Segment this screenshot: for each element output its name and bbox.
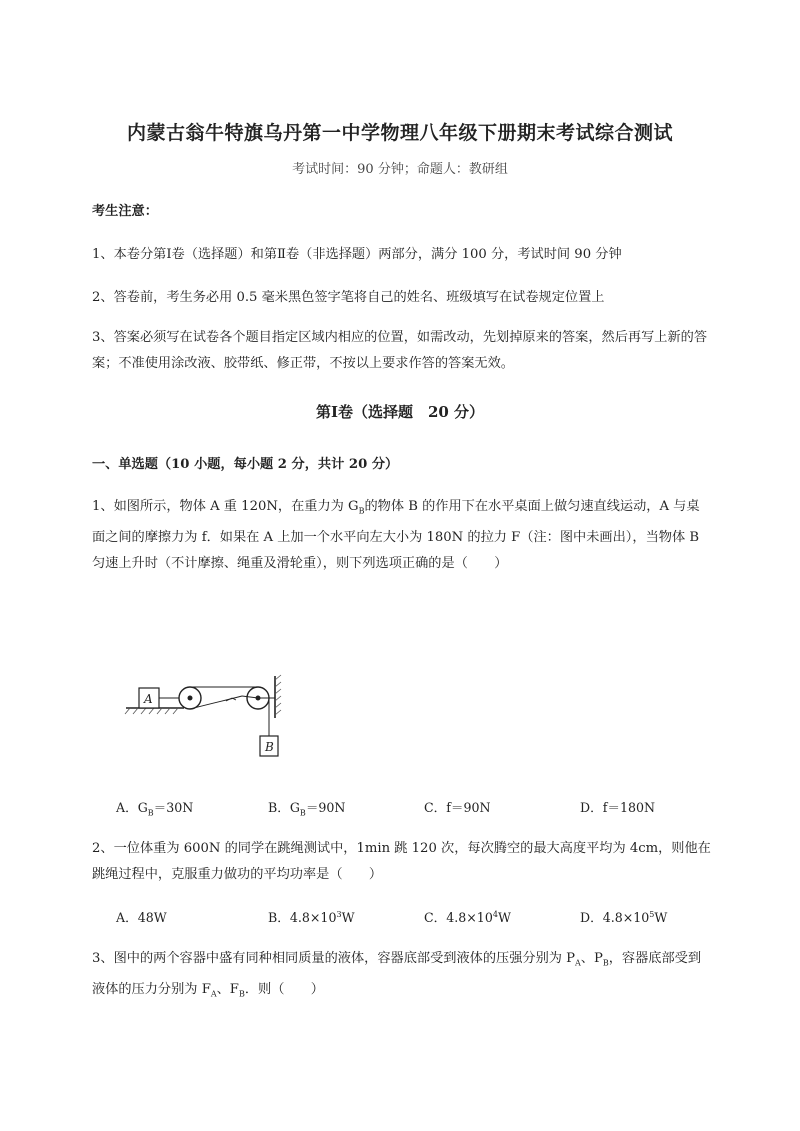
notice-heading: 考生注意： bbox=[92, 204, 158, 219]
page-subtitle: 考试时间：90 分钟；命题人：教研组 bbox=[292, 162, 508, 177]
page-title: 内蒙古翁牛特旗乌丹第一中学物理八年级下册期末考试综合测试 bbox=[126, 122, 673, 144]
notice-item-3: 3、答案必须写在试卷各个题目指定区域内相应的位置，如需改动，先划掉原来的答案，然后再写上新的答案；不准使用涂改液、胶带纸、修正带，不按以上要求作答的答案无效。 bbox=[92, 330, 708, 371]
block-a-label: A bbox=[144, 692, 153, 706]
question-3-stem: 3、图中的两个容器中盛有同种相同质量的液体，容器底部受到液体的压强分别为 $P_A$、$P_B$，容器底部受到液体的压力分别为 $F_A$、$F_B$．则（ ） bbox=[92, 951, 702, 999]
notice-item-1: 1、本卷分第Ⅰ卷（选择题）和第Ⅱ卷（非选择题）两部分，满分 100 分，考试时间 90 分钟 bbox=[92, 247, 622, 262]
option-b[interactable]: B．$4.8\times 10^3W$ bbox=[268, 909, 355, 925]
option-a[interactable]: A．$G_B=30N$ bbox=[116, 800, 194, 818]
part-heading: 一、单选题（10 小题，每小题 2 分，共计 20 分） bbox=[92, 457, 399, 472]
section-title: 第Ⅰ卷（选择题 20 分） bbox=[315, 403, 485, 421]
option-a[interactable]: A．48W bbox=[116, 910, 167, 925]
notice-item-2: 2、答卷前，考生务必用 0.5 毫米黑色签字笔将自己的姓名、班级填写在试卷规定位置上 bbox=[92, 290, 605, 305]
option-c[interactable]: C．$4.8\times 10^4W$ bbox=[424, 909, 511, 925]
option-d[interactable]: D．$4.8\times 10^5W$ bbox=[580, 909, 668, 925]
block-b-label: B bbox=[265, 740, 274, 754]
pulley-diagram bbox=[122, 674, 292, 764]
question-2-stem: 2、一位体重为 600N 的同学在跳绳测试中，1min 跳 120 次，每次腾空的最大高度平均为 4cm，则他在跳绳过程中，克服重力做功的平均功率是（ ） bbox=[92, 841, 711, 882]
option-c[interactable]: C．f＝90N bbox=[424, 800, 491, 815]
question-1-stem: 1、如图所示，物体 A 重 120N，在重力为 $G_B$的物体 B 的作用下在水平桌面上做匀速直线运动，A 与桌面之间的摩擦力为 f．如果在 A 上加一个水平向左大小为 180N 的拉力 F（注：图中未画出），当物体 B 匀速上升时（不计摩擦、绳重及滑轮重），则下列选项正确的是（ ） bbox=[92, 499, 700, 571]
option-b[interactable]: B．$G_B=90N$ bbox=[268, 800, 346, 818]
option-d[interactable]: D．f＝180N bbox=[580, 800, 656, 815]
